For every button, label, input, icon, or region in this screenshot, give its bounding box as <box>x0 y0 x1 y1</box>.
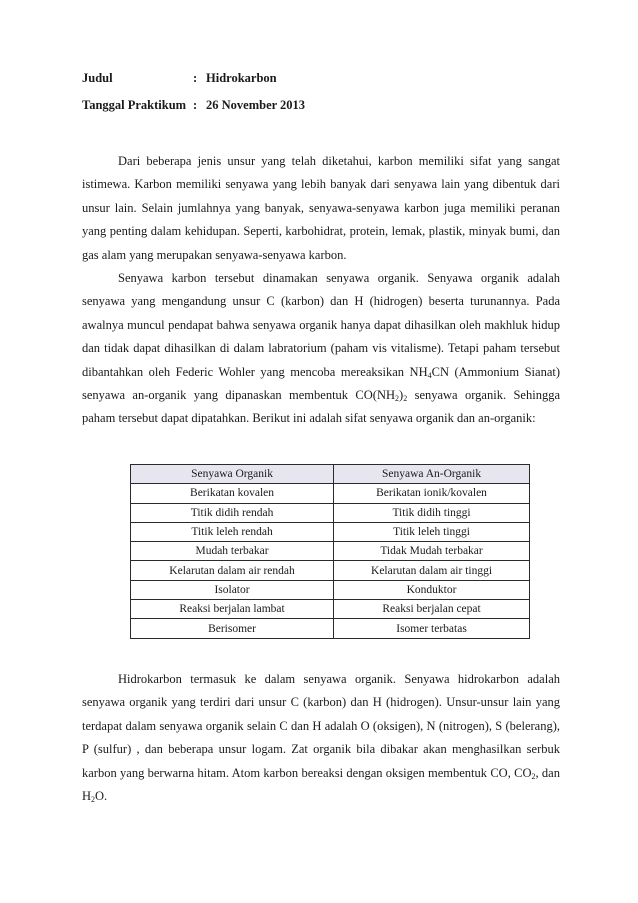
intro-paragraph-1: Dari beberapa jenis unsur yang telah diketahui, karbon memiliki sifat yang sangat istimewa. Karbon memiliki senyawa yang lebih banyak dari senyawa lain yang dibentuk dari unsur lain. Selain jumlahnya yang banyak, senyawa-senyawa karbon juga memiliki peranan yang penting dalam kehidupan. Seperti, karbohidrat, protein, lemak, plastik, minyak bumi, dan gas alam yang merupakan senyawa-senyawa karbon. <box>82 154 560 262</box>
judul-value: Hidrokarbon <box>206 71 277 85</box>
table-cell: Konduktor <box>334 580 530 599</box>
table-header-organik: Senyawa Organik <box>131 465 334 484</box>
table-header-row <box>131 465 530 484</box>
table-row <box>131 580 530 599</box>
table-cell: Tidak Mudah terbakar <box>334 542 530 561</box>
tanggal-value: 26 November 2013 <box>206 98 306 112</box>
table-row <box>131 561 530 580</box>
table-cell: Mudah terbakar <box>131 542 334 561</box>
table-cell: Isomer terbatas <box>334 619 530 638</box>
table-cell: Reaksi berjalan lambat <box>131 600 334 619</box>
tanggal-colon: : <box>193 98 198 112</box>
table-cell: Titik leleh rendah <box>131 522 334 541</box>
table-row <box>131 600 530 619</box>
table-row <box>131 484 530 503</box>
table-cell: Titik didih tinggi <box>334 503 530 522</box>
judul-colon: : <box>193 71 198 85</box>
table-header-anorganik: Senyawa An-Organik <box>334 465 530 484</box>
table-cell: Reaksi berjalan cepat <box>334 600 530 619</box>
closing-paragraph: Hidrokarbon termasuk ke dalam senyawa organik. Senyawa hidrokarbon adalah senyawa organik yang terdiri dari unsur C (karbon) dan H (hidrogen). Unsur-unsur lain yang terdapat dalam senyawa organik selain C dan H adalah O (oksigen), N (nitrogen), S (belerang), P (sulfur) , dan beberapa unsur logam. Zat organik bila dibakar akan menghasilkan serbuk karbon yang berwarna hitam. Atom karbon bereaksi dengan oksigen membentuk CO, $CO_2$, dan $H_2O$. <box>82 672 560 805</box>
table-row <box>131 542 530 561</box>
tanggal-label: Tanggal Praktikum <box>82 98 187 112</box>
properties-table <box>130 464 530 639</box>
table-cell: Berikatan ionik/kovalen <box>334 484 530 503</box>
table-row <box>131 619 530 638</box>
table-row <box>131 503 530 522</box>
table-cell: Isolator <box>131 580 334 599</box>
table-cell: Titik leleh tinggi <box>334 522 530 541</box>
table-cell: Kelarutan dalam air rendah <box>131 561 334 580</box>
table-cell: Kelarutan dalam air tinggi <box>334 561 530 580</box>
judul-label: Judul <box>82 71 113 85</box>
table-row <box>131 522 530 541</box>
table-cell: Berikatan kovalen <box>131 484 334 503</box>
intro-paragraph-2: Senyawa karbon tersebut dinamakan senyawa organik. Senyawa organik adalah senyawa yang mengandung unsur C (karbon) dan H (hidrogen) beserta turunannya. Pada awalnya muncul pendapat bahwa senyawa organik hanya dapat dihasilkan oleh makhluk hidup dan tidak dapat dihasilkan di dalam labratorium (paham vis vitalisme). Tetapi paham tersebut dibantahkan oleh Federic Wohler yang mencoba mereaksikan $NH_4CN$ (Ammonium Sianat) senyawa an-organik yang dipanaskan membentuk $CO(NH_2)_2$ senyawa organik. Sehingga paham tersebut dapat dipatahkan. Berikut ini adalah sifat senyawa organik dan an-organik: <box>82 271 560 426</box>
table-cell: Titik didih rendah <box>131 503 334 522</box>
table-cell: Berisomer <box>131 619 334 638</box>
